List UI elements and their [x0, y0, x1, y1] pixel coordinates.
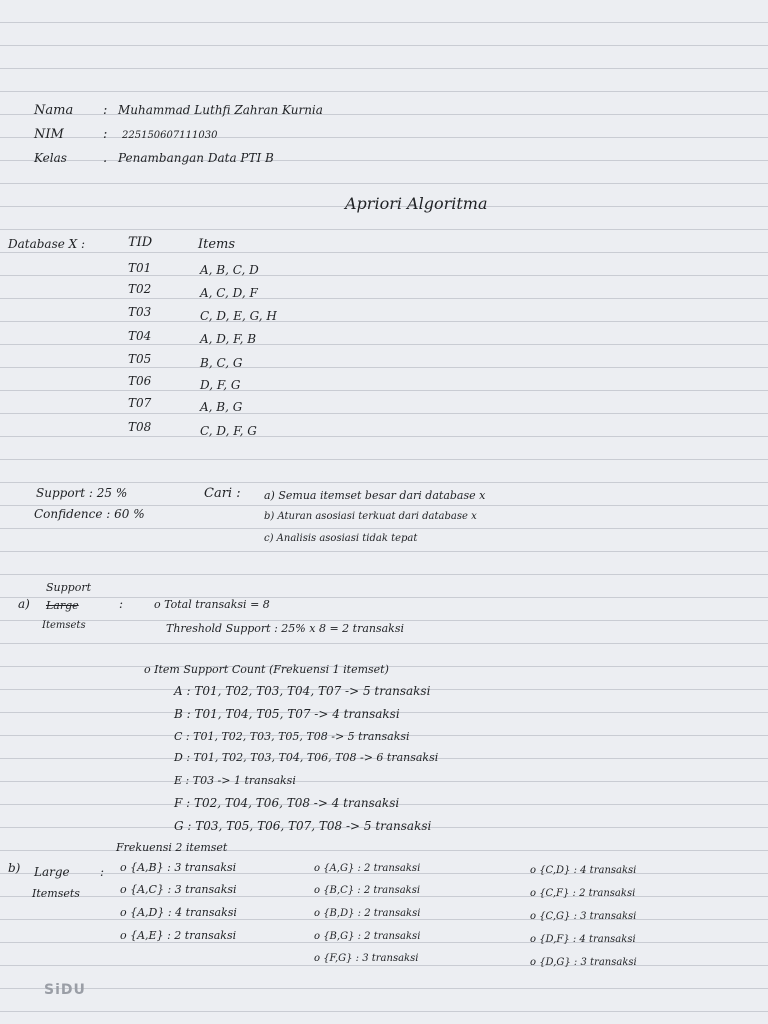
nim-value: 225150607111030	[122, 130, 218, 141]
cari-item-c: c) Analisis asosiasi tidak tepat	[264, 533, 418, 544]
support-line-c: C : T01, T02, T03, T05, T08 -> 5 transaksi	[174, 730, 410, 743]
items-cell: A, B, C, D	[200, 263, 259, 277]
nim-label: NIM	[34, 127, 64, 142]
itemset-pair: o {C,G} : 3 transaksi	[530, 911, 637, 922]
cari-label: Cari :	[204, 486, 241, 501]
kelas-separator: .	[103, 151, 108, 166]
itemset-pair: o {B,D} : 2 transaksi	[314, 908, 421, 919]
section-b-label-large: Large	[34, 865, 70, 879]
total-transaksi: o Total transaksi = 8	[154, 598, 270, 611]
tid-cell: T01	[128, 261, 152, 275]
itemset-pair: o {F,G} : 3 transaksi	[314, 953, 419, 964]
frekuensi-2-heading: Frekuensi 2 itemset	[116, 841, 228, 854]
itemset-pair: o {C,D} : 4 transaksi	[530, 865, 637, 876]
section-a-marker: a)	[18, 597, 30, 611]
itemset-pair: o {D,F} : 4 transaksi	[530, 934, 636, 945]
itemset-pair: o {B,C} : 2 transaksi	[314, 885, 421, 896]
cari-item-a: a) Semua itemset besar dari database x	[264, 489, 486, 502]
tid-cell: T02	[128, 282, 152, 296]
tid-cell: T05	[128, 352, 152, 366]
items-cell: D, F, G	[200, 378, 241, 392]
itemset-pair: o {D,G} : 3 transaksi	[530, 957, 637, 968]
nim-separator: :	[103, 127, 108, 142]
support-line-d: D : T01, T02, T03, T04, T06, T08 -> 6 transaksi	[174, 751, 439, 764]
itemset-pair: o {A,B} : 3 transaksi	[120, 861, 237, 874]
items-cell: A, D, F, B	[200, 332, 257, 346]
itemset-pair: o {C,F} : 2 transaksi	[530, 888, 636, 899]
item-support-count-heading: o Item Support Count (Frekuensi 1 itemset)	[144, 663, 389, 676]
support-line-f: F : T02, T04, T06, T08 -> 4 transaksi	[174, 796, 400, 810]
items-cell: A, C, D, F	[200, 286, 258, 300]
tid-column-header: TID	[128, 235, 153, 250]
support-line-b: B : T01, T04, T05, T07 -> 4 transaksi	[174, 707, 400, 721]
items-cell: C, D, F, G	[200, 424, 257, 438]
kelas-label: Kelas	[34, 151, 67, 165]
threshold-support: Threshold Support : 25% x 8 = 2 transaksi	[166, 622, 405, 635]
tid-cell: T04	[128, 329, 152, 343]
section-a-label-itemsets: Itemsets	[42, 620, 86, 631]
tid-cell: T08	[128, 420, 152, 434]
kelas-value: Penambangan Data PTI B	[118, 151, 274, 165]
items-cell: B, C, G	[200, 356, 243, 370]
tid-cell: T03	[128, 305, 152, 319]
itemset-pair: o {A,E} : 2 transaksi	[120, 929, 237, 942]
items-column-header: Items	[198, 237, 236, 252]
support-line-g: G : T03, T05, T06, T07, T08 -> 5 transaksi	[174, 819, 432, 833]
support-line-a: A : T01, T02, T03, T04, T07 -> 5 transaksi	[174, 684, 431, 698]
section-b-separator: :	[100, 865, 105, 879]
itemset-pair: o {A,G} : 2 transaksi	[314, 863, 421, 874]
items-cell: C, D, E, G, H	[200, 309, 277, 323]
section-b-label-itemsets: Itemsets	[32, 887, 80, 900]
section-a-label-support: Support	[46, 581, 92, 594]
itemset-pair: o {A,C} : 3 transaksi	[120, 883, 237, 896]
support-line-e: E : T03 -> 1 transaksi	[174, 774, 296, 787]
itemset-pair: o {A,D} : 4 transaksi	[120, 906, 237, 919]
tid-cell: T06	[128, 374, 152, 388]
items-cell: A, B, G	[200, 400, 243, 414]
nama-separator: :	[103, 103, 108, 118]
tid-cell: T07	[128, 396, 152, 410]
support-param: Support : 25 %	[36, 486, 128, 500]
database-label: Database X :	[8, 237, 86, 251]
confidence-param: Confidence : 60 %	[34, 507, 145, 521]
section-a-separator: :	[119, 597, 124, 611]
itemset-pair: o {B,G} : 2 transaksi	[314, 931, 421, 942]
nama-value: Muhammad Luthfi Zahran Kurnia	[118, 103, 323, 117]
nama-label: Nama	[34, 103, 74, 118]
section-b-marker: b)	[8, 861, 21, 875]
page-title: Apriori Algoritma	[345, 194, 488, 213]
section-a-label-struck: Large	[46, 599, 79, 612]
notebook-brand-logo: SiDU	[44, 982, 86, 998]
cari-item-b: b) Aturan asosiasi terkuat dari database x	[264, 511, 477, 522]
